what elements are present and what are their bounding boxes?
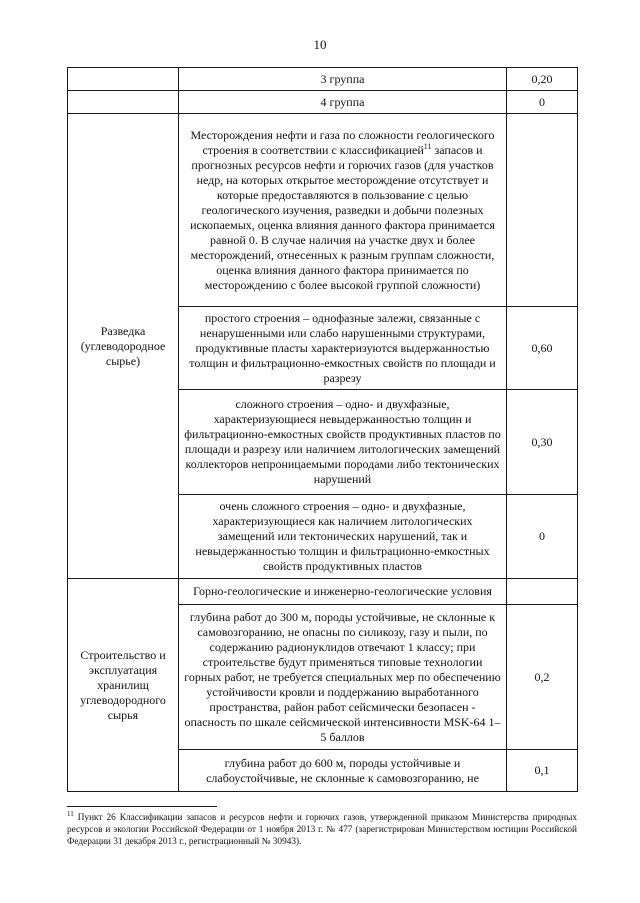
label-line: Строительство и — [80, 647, 166, 662]
factor-table — [67, 67, 578, 792]
row-value: 0,1 — [507, 750, 578, 792]
label-line: хранилищ — [97, 677, 149, 692]
construction-header: Горно-геологические и инженерно-геологические условия — [179, 579, 507, 605]
row-description: 4 группа — [179, 91, 507, 114]
empty-label-cell — [68, 91, 179, 114]
table-row — [68, 68, 578, 91]
row-description: очень сложного строения – одно- и двухфазные, характеризующиеся как наличием литологических замещений или тектонических нарушений, так и невыдержанностью толщин и фильтрационно-емкостных свойств продуктивных пластов — [179, 495, 507, 579]
empty-value-cell — [507, 114, 578, 307]
row-description: 3 группа — [179, 68, 507, 91]
construction-label — [68, 579, 179, 792]
header-text: запасов и прогнозных ресурсов нефти и горючих газов (для участков недр, на которых открытое месторождение отсутствует и которые предоставляются в пользование с целью геологического изучения, разведки и добычи полезных ископаемых, оценка влияния данного фактора принимается равной 0. В случае наличия на участке двух и более месторождений, отнесенных к разным группам сложности, оценка влияния данного фактора принимается по месторождению с более высокой группой сложности) — [190, 142, 495, 292]
footnote — [67, 809, 577, 848]
table-row — [68, 114, 578, 307]
row-value: 0,2 — [507, 605, 578, 750]
label-line: сырье) — [105, 353, 141, 368]
exploration-header — [179, 114, 507, 307]
label-line: (углеводородное — [80, 338, 166, 353]
empty-value-cell — [507, 579, 578, 605]
label-line: эксплуатация — [88, 662, 158, 677]
footnote-mark: 11 — [67, 809, 74, 818]
label-line: углеводородного — [80, 692, 166, 707]
row-description: простого строения – однофазные залежи, связанные с ненарушенными или слабо нарушенными структурами, продуктивные пласты характеризуются выдержанностью толщин и фильтрационно-емкостных свойств по площади и разрезу — [179, 307, 507, 390]
exploration-label — [68, 114, 179, 579]
label-line: Разведка — [100, 323, 146, 338]
table-row — [68, 91, 578, 114]
row-value: 0 — [507, 91, 578, 114]
table-row — [68, 579, 578, 605]
empty-label-cell — [68, 68, 179, 91]
row-description: глубина работ до 600 м, породы устойчивые и слабоустойчивые, не склонные к самовозгоранию, не — [179, 750, 507, 792]
page-number: 10 — [313, 37, 327, 52]
footnote-divider — [67, 806, 217, 807]
header-text: Месторождения нефти и газа по сложности геологического строения в соответствии с классификацией — [190, 127, 495, 157]
row-value: 0,30 — [507, 390, 578, 495]
row-description: глубина работ до 300 м, породы устойчивые, не склонные к самовозгоранию, не опасны по силикозу, газу и пыли, по содержанию радионуклидов отвечают 1 классу; при строительстве будут применяться типовые технологии горных работ, не требуется специальных мер по обеспечению устойчивости кровли и поддержанию выработанного пространства, район работ сейсмически безопасен - опасность по шкале сейсмической интенсивности MSK-64 1–5 баллов — [179, 605, 507, 750]
footnote-reference: 11 — [423, 141, 432, 151]
row-value: 0,60 — [507, 307, 578, 390]
row-description: сложного строения – одно- и двухфазные, характеризующиеся невыдержанностью толщин и фильтрационно-емкостных свойств продуктивных пластов по площади и разрезу или наличием литологических замещений коллекторов непроницаемыми породами либо тектонических нарушений — [179, 390, 507, 495]
row-value: 0,20 — [507, 68, 578, 91]
footnote-text: Пункт 26 Классификации запасов и ресурсов нефти и горючих газов, утвержденной приказом Министерства природных ресурсов и экологии Российской Федерации от 1 ноября 2013 г. № 477 (зарегистрирован Министерством юстиции Российской Федерации 31 декабря 2013 г., регистрационный № 30943). — [67, 813, 577, 847]
row-value: 0 — [507, 495, 578, 579]
label-line: сырья — [107, 707, 139, 722]
